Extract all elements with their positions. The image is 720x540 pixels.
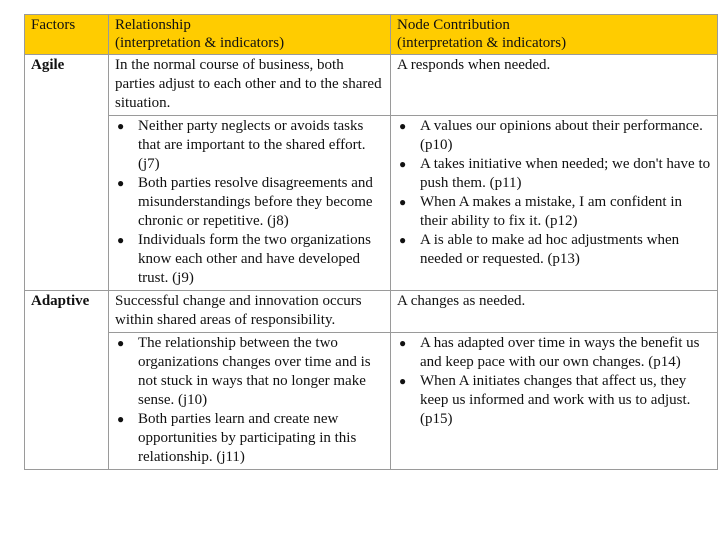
bullet-icon: ● (117, 233, 125, 247)
bullet-icon: ● (117, 412, 125, 426)
list-item (397, 372, 711, 429)
table-row-adaptive-summary (25, 291, 718, 333)
list-item (397, 155, 711, 193)
indicator-text: The relationship between the two organizations changes over time and is not stuck in ways that no longer make sense. (j10) (138, 335, 371, 408)
bullet-icon: ● (399, 233, 407, 247)
list-item (115, 410, 384, 467)
relationship-indicator-list-adaptive (115, 334, 384, 467)
list-item (115, 117, 384, 174)
relationship-summary-agile: In the normal course of business, both parties adjust to each other and to the shared situation. (109, 55, 391, 116)
factor-cell-adaptive (25, 291, 109, 470)
list-item (115, 231, 384, 288)
list-item (397, 193, 711, 231)
bullet-icon: ● (117, 176, 125, 190)
bullet-icon: ● (399, 195, 407, 209)
indicator-text: A has adapted over time in ways the benefit us and keep pace with our own changes. (p14) (420, 335, 700, 370)
header-factors-label: Factors (31, 17, 76, 33)
header-node-contribution (391, 15, 718, 55)
table-row-agile-summary (25, 55, 718, 116)
list-item (397, 231, 711, 269)
indicator-text: When A initiates changes that affect us, they keep us informed and work with us to adjust. (p15) (420, 373, 691, 427)
table-row-agile-indicators (25, 116, 718, 291)
factor-name-agile: Agile (31, 57, 65, 73)
list-item (397, 117, 711, 155)
header-relationship-label: Relationship (115, 17, 191, 33)
factor-cell-agile (25, 55, 109, 291)
indicator-text: A is able to make ad hoc adjustments when needed or requested. (p13) (420, 232, 680, 267)
table-row-adaptive-indicators (25, 333, 718, 470)
header-node-sublabel: (interpretation & indicators) (397, 35, 567, 51)
factor-name-adaptive: Adaptive (31, 293, 90, 309)
header-factors (25, 15, 109, 55)
node-indicator-list-agile (397, 117, 711, 269)
indicator-text: A values our opinions about their performance. (p10) (420, 118, 703, 153)
bullet-icon: ● (399, 336, 407, 350)
node-indicators-adaptive (391, 333, 718, 470)
indicator-text: Both parties resolve disagreements and misunderstandings before they become chronic or repetitive. (j8) (138, 175, 373, 229)
indicator-text: Individuals form the two organizations know each other and have developed trust. (j9) (138, 232, 372, 286)
bullet-icon: ● (399, 119, 407, 133)
relationship-indicator-list-agile (115, 117, 384, 288)
relationship-summary-adaptive: Successful change and innovation occurs within shared areas of responsibility. (109, 291, 391, 333)
header-relationship-sublabel: (interpretation & indicators) (115, 35, 285, 51)
factors-table (24, 14, 718, 470)
indicator-text: When A makes a mistake, I am confident in their ability to fix it. (p12) (420, 194, 683, 229)
node-indicators-agile (391, 116, 718, 291)
list-item (397, 334, 711, 372)
node-summary-adaptive: A changes as needed. (391, 291, 718, 333)
indicator-text: A takes initiative when needed; we don't have to push them. (p11) (420, 156, 711, 191)
node-summary-agile: A responds when needed. (391, 55, 718, 116)
relationship-indicators-adaptive (109, 333, 391, 470)
header-node-label: Node Contribution (397, 17, 510, 33)
bullet-icon: ● (399, 157, 407, 171)
node-indicator-list-adaptive (397, 334, 711, 429)
indicator-text: Neither party neglects or avoids tasks that are important to the shared effort. (j7) (138, 118, 366, 172)
bullet-icon: ● (399, 374, 407, 388)
list-item (115, 174, 384, 231)
bullet-icon: ● (117, 119, 125, 133)
bullet-icon: ● (117, 336, 125, 350)
relationship-indicators-agile (109, 116, 391, 291)
header-relationship (109, 15, 391, 55)
indicator-text: Both parties learn and create new opportunities by participating in this relationship. (j11) (138, 411, 357, 465)
list-item (115, 334, 384, 410)
table-header-row (25, 15, 718, 55)
